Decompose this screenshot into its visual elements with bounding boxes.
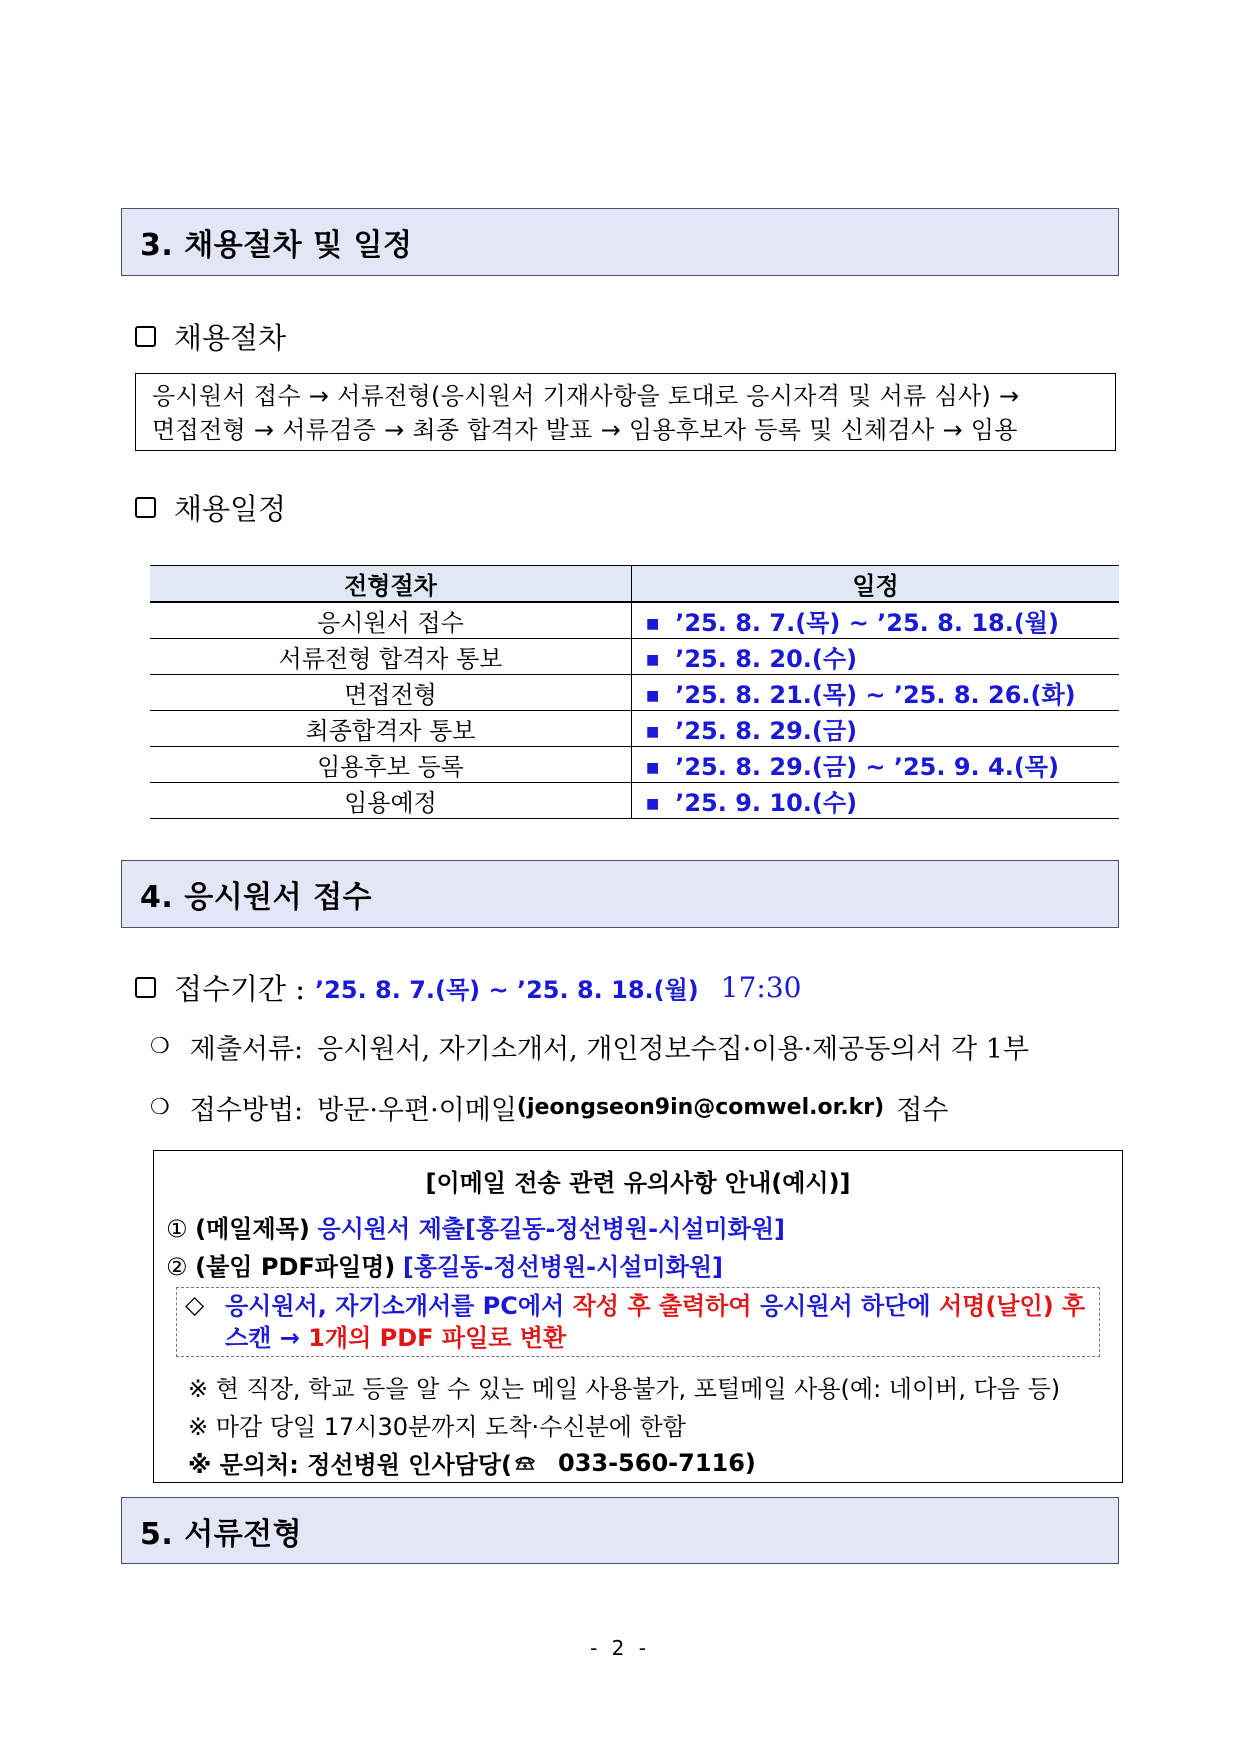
step-cell: 서류전형 합격자 통보 [150,639,632,675]
procedure-line-2: 면접전형 → 서류검증 → 최종 합격자 발표 → 임용후보자 등록 및 신체검사 → 임용 [152,416,1018,444]
note-deadline: ※ 마감 당일 17시30분까지 도착·수신분에 한함 [188,1413,686,1441]
procedure-box [135,373,1116,451]
table-row [150,783,1119,819]
schedule-heading [135,487,286,528]
notice-item-2 [166,1247,723,1282]
date-cell [632,602,1120,639]
notice-title: [이메일 전송 관련 유의사항 안내(예시)] [425,1169,851,1197]
date-text: ’25. 8. 29.(금) ~ ’25. 9. 4.(목) [675,753,1059,781]
method-suffix: 접수 [896,1095,949,1126]
circle-bullet-icon: ❍ [150,1095,170,1120]
square-bullet-icon: ■ [646,760,660,776]
checkbox-icon [135,977,156,998]
step-cell: 면접전형 [150,675,632,711]
note-email-restriction: ※ 현 직장, 학교 등을 알 수 있는 메일 사용불가, 포털메일 사용(예: 네이버, 다음 등) [188,1375,1061,1403]
circle-bullet-icon: ❍ [150,1034,170,1059]
square-bullet-icon: ■ [646,724,660,740]
item-2-label: (붙임 PDF파일명) [195,1253,396,1281]
date-text: ’25. 9. 10.(수) [675,789,858,817]
item-1-value: 응시원서 제출[홍길동-정선병원-시설미화원] [317,1215,786,1243]
instruction-part-3: 응시원서 하단에 [759,1292,931,1320]
item-1-number: ① [166,1215,188,1243]
documents-line [150,1027,1029,1066]
date-text: ’25. 8. 20.(수) [675,645,858,673]
instruction-box [176,1287,1100,1357]
method-email: (jeongseon9in@comwel.or.kr) [516,1095,885,1120]
table-row [150,747,1119,783]
section-3-header [121,208,1119,276]
period-dates: ’25. 8. 7.(목) ~ ’25. 8. 18.(월) [315,976,699,1004]
date-text: ’25. 8. 21.(목) ~ ’25. 8. 26.(화) [675,681,1076,709]
square-bullet-icon: ■ [646,652,660,668]
date-cell [632,711,1120,747]
date-cell [632,747,1120,783]
section-4-header [121,860,1119,928]
period-time: 17:30 [720,971,802,1004]
checkbox-icon [135,326,156,347]
step-cell: 임용예정 [150,783,632,819]
notice-item-1 [166,1209,785,1244]
table-row [150,639,1119,675]
contact-line [188,1445,756,1480]
section-5-title: 5. 서류전형 [140,1516,303,1552]
diamond-icon: ◇ [185,1290,205,1319]
application-period [135,967,801,1008]
table-header-row [150,566,1119,603]
contact-phone: 033-560-7116) [558,1448,756,1477]
item-2-number: ② [166,1253,188,1281]
date-text: ’25. 8. 7.(목) ~ ’25. 8. 18.(월) [675,609,1059,637]
column-header-step: 전형절차 [150,566,632,603]
square-bullet-icon: ■ [646,796,660,812]
method-line [150,1088,948,1127]
date-cell [632,639,1120,675]
date-cell [632,675,1120,711]
method-value: 방문·우편·이메일 [317,1095,517,1126]
section-5-header [121,1497,1119,1564]
date-cell [632,783,1120,819]
instruction-part-2: 작성 후 출력하여 [572,1292,752,1320]
telephone-icon [514,1455,536,1471]
procedure-line-1: 응시원서 접수 → 서류전형(응시원서 기재사항을 토대로 응시자격 및 서류 심사) → [152,382,1020,410]
table-row [150,602,1119,639]
schedule-table [150,565,1119,819]
page-number: - 2 - [590,1636,650,1660]
square-bullet-icon: ■ [646,688,660,704]
documents-label: 제출서류: [189,1034,304,1065]
instruction-part-6: 1개의 PDF 파일로 변환 [308,1324,567,1352]
checkbox-icon [135,497,156,518]
procedure-heading-text: 채용절차 [174,321,287,355]
procedure-heading [135,316,286,357]
step-cell: 임용후보 등록 [150,747,632,783]
instruction-part-1: 응시원서, 자기소개서를 PC에서 [225,1292,565,1320]
instruction-part-5: 스캔 → [225,1324,300,1352]
documents-value: 응시원서, 자기소개서, 개인정보수집·이용·제공동의서 각 1부 [317,1034,1029,1065]
table-row [150,711,1119,747]
period-label: 접수기간 : [174,972,306,1006]
section-3-title: 3. 채용절차 및 일정 [140,228,413,263]
square-bullet-icon: ■ [646,616,660,632]
column-header-date: 일정 [632,566,1120,603]
date-text: ’25. 8. 29.(금) [675,717,858,745]
step-cell: 응시원서 접수 [150,602,632,639]
item-2-value: [홍길동-정선병원-시설미화원] [402,1253,723,1281]
section-4-title: 4. 응시원서 접수 [140,880,373,915]
schedule-heading-text: 채용일정 [174,492,287,526]
contact-label: ※ 문의처: 정선병원 인사담당( [188,1451,512,1479]
email-notice-box [153,1150,1123,1483]
item-1-label: (메일제목) [195,1215,310,1243]
instruction-text [225,1290,1095,1354]
method-label: 접수방법: [189,1095,304,1126]
instruction-part-4: 서명(날인) 후 [938,1292,1086,1320]
step-cell: 최종합격자 통보 [150,711,632,747]
table-row [150,675,1119,711]
